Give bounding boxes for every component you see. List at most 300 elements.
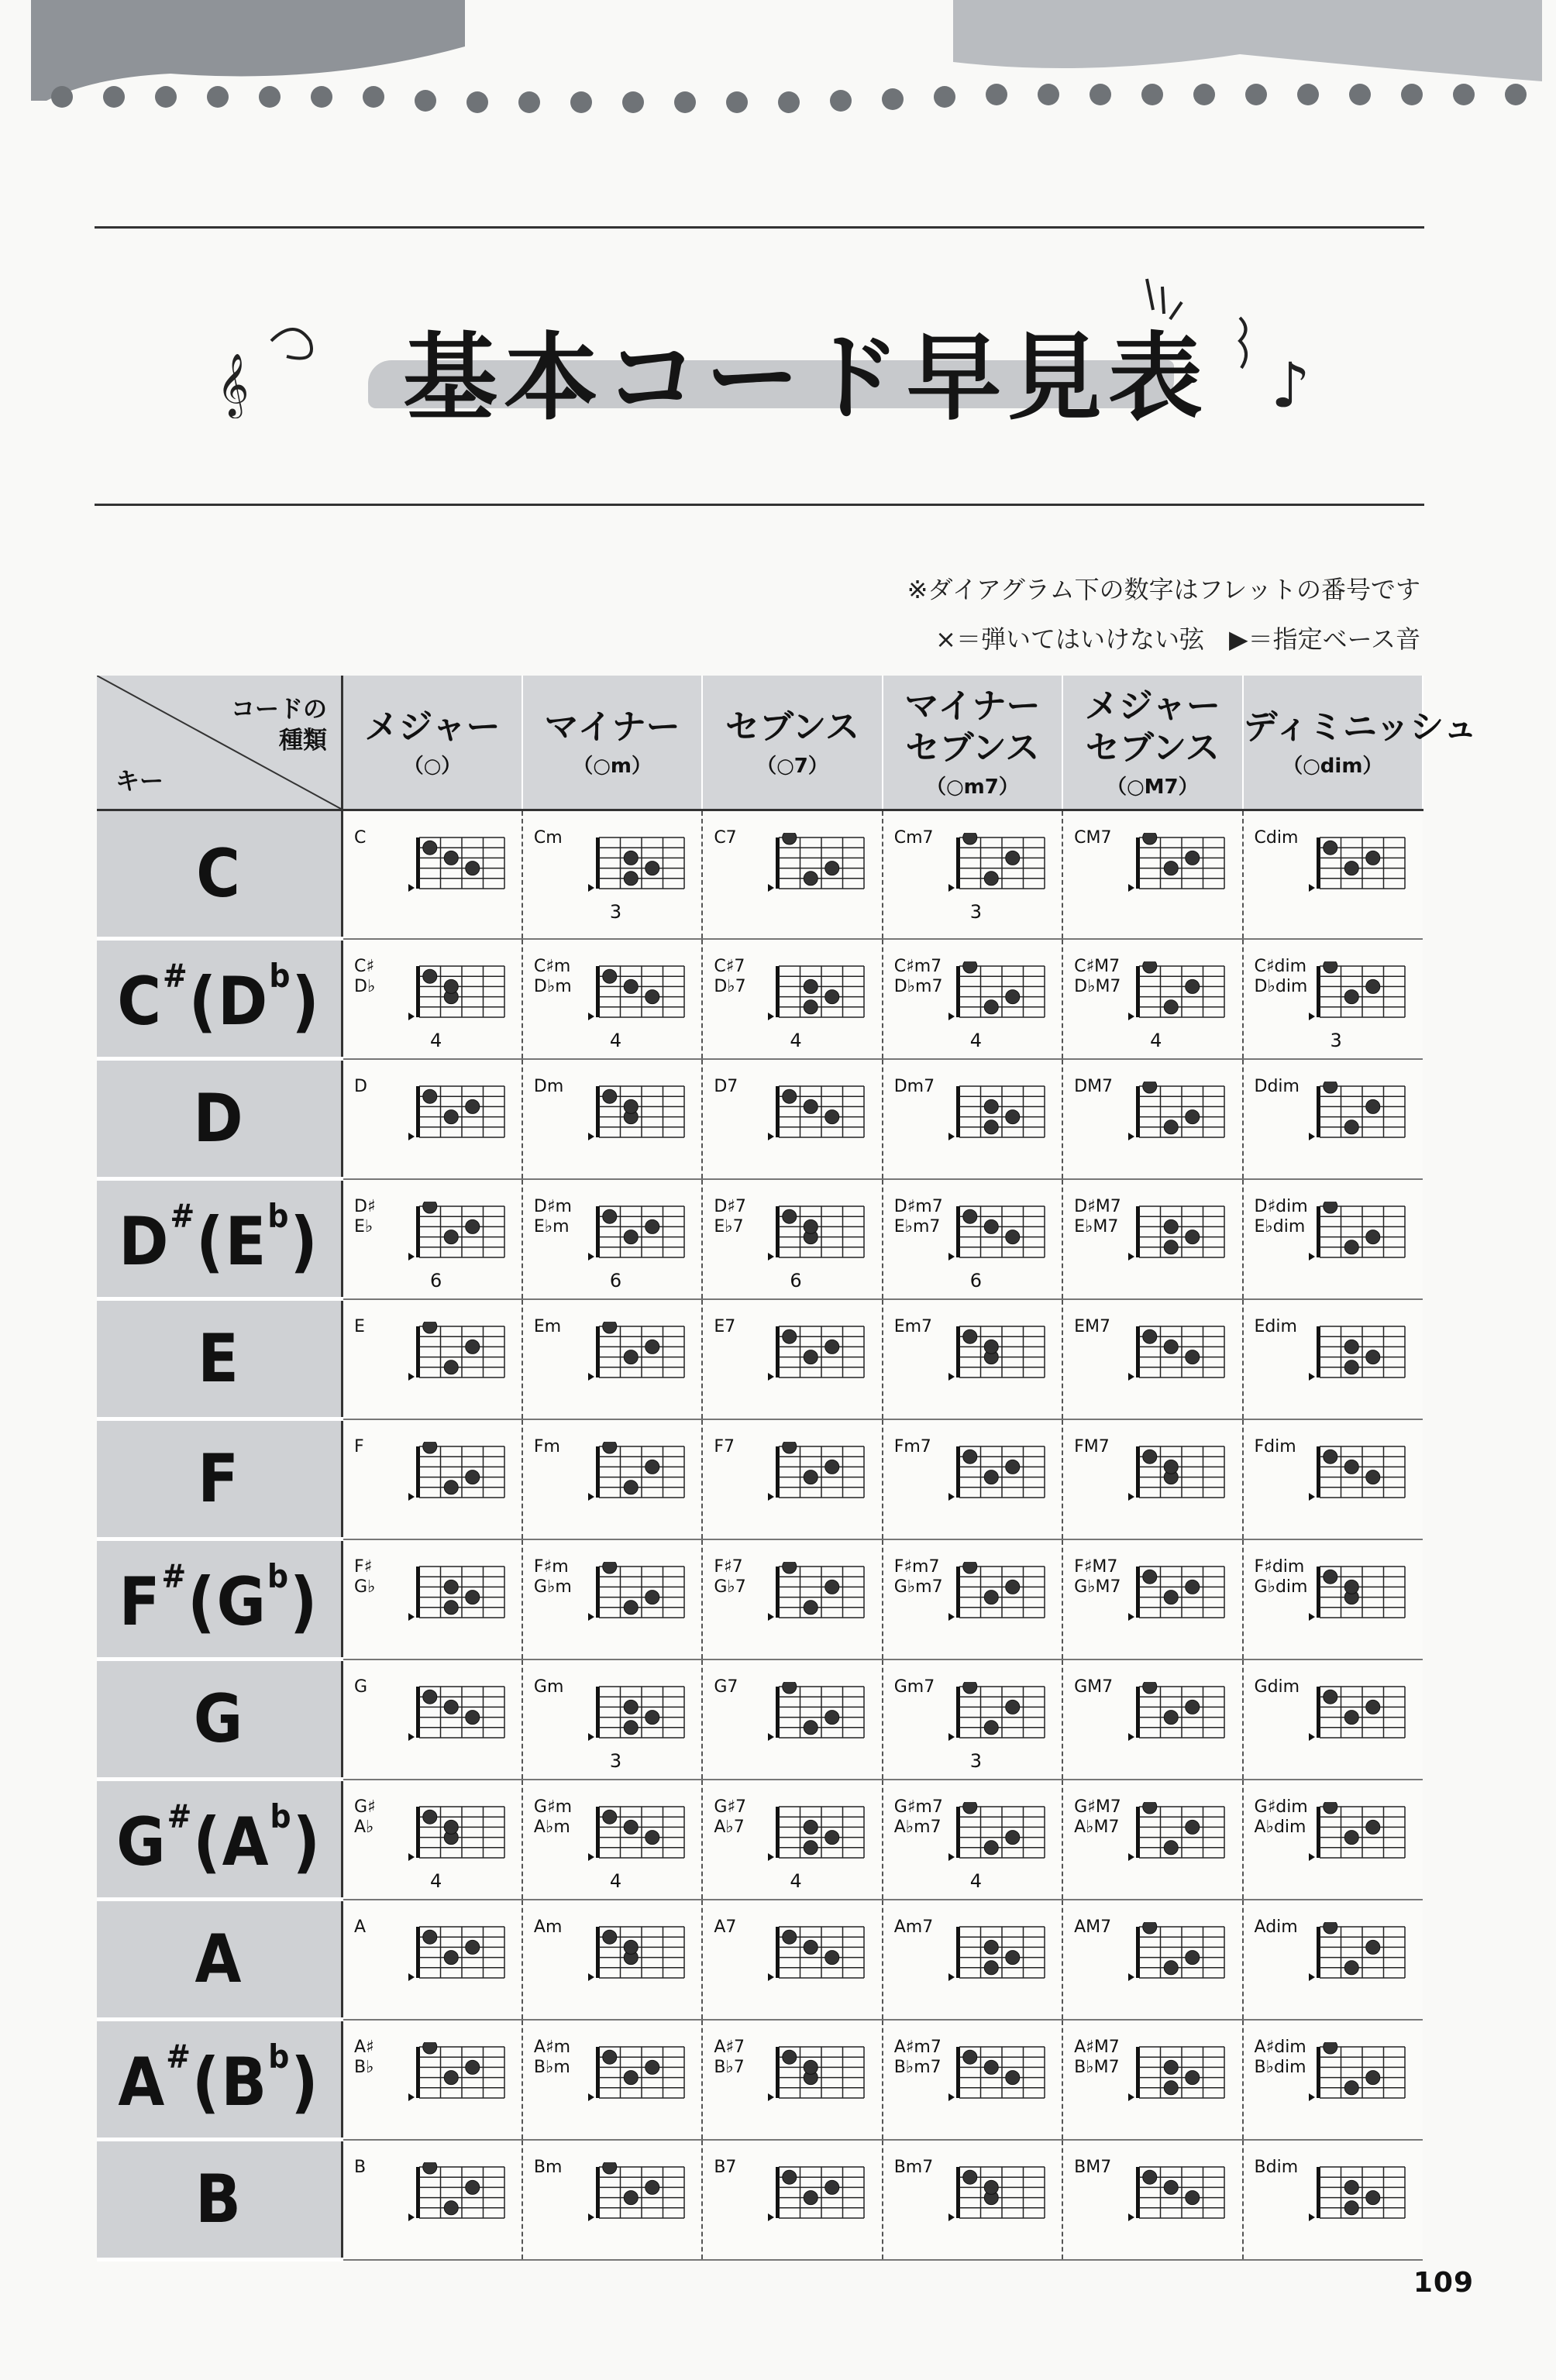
key-label: $D^{\#}(E^b)$ <box>119 1197 319 1281</box>
chord-cell <box>522 1179 702 1299</box>
fretboard-diagram <box>947 1802 1048 1872</box>
chord-name: G♯ A♭ <box>354 1797 376 1837</box>
chart-row <box>97 1419 1423 1539</box>
chord-name: Am <box>533 1917 563 1937</box>
chart-row <box>97 2020 1423 2140</box>
fretboard-diagram <box>1127 1322 1227 1391</box>
fretboard-diagram <box>587 2042 687 2112</box>
fretboard-diagram <box>587 961 687 1031</box>
chord-cell <box>702 1539 882 1659</box>
chord-name: A♯m7 B♭m7 <box>893 2037 942 2077</box>
fretboard-diagram <box>766 2162 867 2232</box>
fretboard-diagram <box>407 2042 508 2112</box>
fret-number: 6 <box>790 1269 802 1291</box>
chord-name: D♯m7 E♭m7 <box>893 1196 943 1236</box>
chord-cell <box>522 2020 702 2140</box>
fretboard-diagram <box>587 833 687 903</box>
column-symbol: （○dim） <box>1282 754 1383 778</box>
fret-number: 6 <box>969 1269 982 1291</box>
fret-number: 4 <box>430 1869 442 1892</box>
chord-name: C♯m7 D♭m7 <box>893 956 943 996</box>
chord-name: G <box>354 1677 368 1697</box>
column-header <box>343 676 522 810</box>
chord-name: A♯m B♭m <box>533 2037 571 2077</box>
chord-name: Em7 <box>893 1316 933 1336</box>
chord-cell <box>343 2020 522 2140</box>
key-label: G <box>193 1680 245 1758</box>
fretboard-diagram <box>407 833 508 903</box>
chord-cell <box>1062 1539 1242 1659</box>
treble-clef-icon <box>209 310 364 418</box>
chord-cell <box>343 1059 522 1179</box>
chord-name: F♯ G♭ <box>354 1556 376 1597</box>
fretboard-diagram <box>1127 1562 1227 1632</box>
chord-cell <box>883 1539 1062 1659</box>
chord-cell <box>1062 1780 1242 1900</box>
chord-name: A♯dim B♭dim <box>1254 2037 1306 2077</box>
chord-cell <box>522 2140 702 2260</box>
chord-cell <box>883 1659 1062 1780</box>
key-cell <box>97 1900 343 2020</box>
chord-cell <box>883 1419 1062 1539</box>
svg-text:♪: ♪ <box>1271 349 1311 421</box>
chord-name: C7 <box>714 828 737 848</box>
notebook-edge-decoration <box>0 0 1556 116</box>
column-header <box>702 676 882 810</box>
fretboard-diagram <box>766 1082 867 1151</box>
chart-row <box>97 1539 1423 1659</box>
fretboard-diagram <box>947 1922 1048 1992</box>
chord-name: A <box>354 1917 367 1937</box>
fretboard-diagram <box>1127 1442 1227 1512</box>
chord-cell <box>702 810 882 939</box>
fretboard-diagram <box>947 833 1048 903</box>
chord-cell <box>1062 810 1242 939</box>
chord-name: C♯dim D♭dim <box>1254 956 1308 996</box>
fretboard-diagram <box>587 1922 687 1992</box>
fretboard-diagram <box>766 1682 867 1752</box>
fret-number: 4 <box>790 1869 802 1892</box>
fretboard-diagram <box>407 1322 508 1391</box>
key-label: $A^{\#}(B^b)$ <box>118 2038 320 2121</box>
chord-cell <box>1243 1539 1423 1659</box>
corner-chord-type-label: コードの 種類 <box>231 696 327 755</box>
key-label: D <box>193 1080 245 1157</box>
chord-cell <box>1062 939 1242 1059</box>
chord-name: BM7 <box>1074 2157 1112 2177</box>
chord-cell <box>883 2140 1062 2260</box>
chord-cell <box>702 2020 882 2140</box>
chord-cell <box>522 1299 702 1419</box>
chord-cell <box>343 2140 522 2260</box>
svg-text:𝄞: 𝄞 <box>217 353 250 416</box>
fretboard-diagram <box>1307 1442 1408 1512</box>
chord-name: GM7 <box>1074 1677 1114 1697</box>
chord-name: B7 <box>714 2157 737 2177</box>
fret-number: 4 <box>609 1869 622 1892</box>
chord-cell <box>702 1900 882 2020</box>
fretboard-diagram <box>1127 1922 1227 1992</box>
chart-row <box>97 1659 1423 1780</box>
chord-cell <box>702 1299 882 1419</box>
fretboard-diagram <box>1307 1802 1408 1872</box>
chord-name: G♯m7 A♭m7 <box>893 1797 943 1837</box>
note-symbols-legend: ×＝弾いてはいけない弦 ▶＝指定ベース音 <box>935 624 1420 654</box>
chord-name: CM7 <box>1074 828 1112 848</box>
fretboard-diagram <box>947 1442 1048 1512</box>
key-label: $C^{\#}(D^b)$ <box>117 957 321 1040</box>
fretboard-diagram <box>587 1682 687 1752</box>
fretboard-diagram <box>407 1802 508 1872</box>
column-header <box>522 676 702 810</box>
chord-cell <box>1062 1659 1242 1780</box>
fretboard-diagram <box>587 1322 687 1391</box>
chord-name: DM7 <box>1074 1076 1114 1096</box>
chord-cell <box>343 1780 522 1900</box>
chord-name: G7 <box>714 1677 738 1697</box>
fretboard-diagram <box>766 1202 867 1271</box>
chord-cell <box>522 1780 702 1900</box>
fretboard-diagram <box>947 961 1048 1031</box>
fret-number: 3 <box>969 901 982 923</box>
chart-row <box>97 1179 1423 1299</box>
chord-cell <box>343 939 522 1059</box>
fretboard-diagram <box>947 1682 1048 1752</box>
chord-cell <box>883 939 1062 1059</box>
key-cell <box>97 939 343 1059</box>
key-label: C <box>196 835 242 913</box>
fret-number: 4 <box>969 1029 982 1051</box>
chart-row <box>97 1900 1423 2020</box>
chord-name: B <box>354 2157 367 2177</box>
column-name: メジャー セブンス <box>1084 686 1220 768</box>
key-cell <box>97 1659 343 1780</box>
column-header <box>883 676 1062 810</box>
fretboard-diagram <box>766 1562 867 1632</box>
chord-cell <box>702 1659 882 1780</box>
chord-name: Gm <box>533 1677 564 1697</box>
column-symbol: （○） <box>403 754 462 778</box>
page-number: 109 <box>1413 2267 1474 2299</box>
fretboard-diagram <box>587 1082 687 1151</box>
chord-chart-table <box>97 676 1478 2261</box>
chord-name: Bm <box>533 2157 563 2177</box>
chord-cell <box>1243 2140 1423 2260</box>
chord-cell <box>1243 1659 1423 1780</box>
column-name: マイナー <box>544 707 680 747</box>
chord-cell <box>1243 1059 1423 1179</box>
fretboard-diagram <box>947 2162 1048 2232</box>
chart-row <box>97 939 1423 1059</box>
column-header <box>1243 676 1478 810</box>
fretboard-diagram <box>947 1202 1048 1271</box>
chord-cell <box>1062 2140 1242 2260</box>
fret-number: 4 <box>609 1029 622 1051</box>
key-cell <box>97 1299 343 1419</box>
chord-name: Gm7 <box>893 1677 935 1697</box>
chord-name: Cm7 <box>893 828 934 848</box>
fretboard-diagram <box>587 1802 687 1872</box>
chord-cell <box>1062 1419 1242 1539</box>
chord-name: D <box>354 1076 367 1096</box>
fretboard-diagram <box>1127 2042 1227 2112</box>
chord-cell <box>522 939 702 1059</box>
fretboard-diagram <box>947 1562 1048 1632</box>
chord-cell <box>702 939 882 1059</box>
chord-cell <box>522 1900 702 2020</box>
fretboard-diagram <box>587 1202 687 1271</box>
fretboard-diagram <box>766 961 867 1031</box>
fretboard-diagram <box>766 1442 867 1512</box>
fret-number: 4 <box>969 1869 982 1892</box>
column-symbol: （○7） <box>756 754 828 778</box>
chord-name: D7 <box>714 1076 738 1096</box>
column-symbol: （○m） <box>573 754 652 778</box>
page-title: 基本コード早見表 <box>403 323 1209 433</box>
key-cell <box>97 1539 343 1659</box>
chord-cell <box>883 1299 1062 1419</box>
fretboard-diagram <box>407 1082 508 1151</box>
key-cell <box>97 1780 343 1900</box>
chord-name: C♯M7 D♭M7 <box>1074 956 1121 996</box>
chord-name: D♯m E♭m <box>533 1196 572 1236</box>
chord-name: Bm7 <box>893 2157 934 2177</box>
column-name: ディミニッシュ <box>1243 707 1478 747</box>
fretboard-diagram <box>766 833 867 903</box>
fretboard-diagram <box>587 2162 687 2232</box>
chord-name: Cdim <box>1254 828 1299 848</box>
chord-name: F♯m7 G♭m7 <box>893 1556 943 1597</box>
fret-number: 4 <box>790 1029 802 1051</box>
chord-cell <box>1243 2020 1423 2140</box>
chord-cell <box>1243 939 1423 1059</box>
key-label: $F^{\#}(G^b)$ <box>119 1557 319 1641</box>
chord-cell <box>522 1539 702 1659</box>
chord-cell <box>702 2140 882 2260</box>
column-symbol: （○M7） <box>1107 775 1199 799</box>
fret-number: 3 <box>609 1749 622 1772</box>
key-label: E <box>198 1320 240 1398</box>
chord-name: C <box>354 828 367 848</box>
key-cell <box>97 2140 343 2260</box>
chord-cell <box>1243 1419 1423 1539</box>
fretboard-diagram <box>587 1442 687 1512</box>
fretboard-diagram <box>1307 2042 1408 2112</box>
chord-cell <box>343 810 522 939</box>
fretboard-diagram <box>407 1442 508 1512</box>
chord-cell <box>1243 1780 1423 1900</box>
chord-cell <box>883 810 1062 939</box>
chord-cell <box>1243 1900 1423 2020</box>
music-note-icon <box>1116 271 1348 426</box>
chord-cell <box>883 1780 1062 1900</box>
key-cell <box>97 1059 343 1179</box>
chord-cell <box>343 1900 522 2020</box>
key-label: F <box>198 1440 240 1518</box>
chord-cell <box>883 1900 1062 2020</box>
column-name: マイナー セブンス <box>904 686 1041 768</box>
fretboard-diagram <box>1127 1802 1227 1872</box>
chord-cell <box>1062 1179 1242 1299</box>
chord-name: E7 <box>714 1316 736 1336</box>
corner-header <box>97 676 343 810</box>
chord-name: G♯7 A♭7 <box>714 1797 747 1837</box>
chord-name: G♯m A♭m <box>533 1797 573 1837</box>
chord-cell <box>522 1059 702 1179</box>
chord-cell <box>1243 1179 1423 1299</box>
chord-cell <box>702 1179 882 1299</box>
chord-name: F7 <box>714 1436 735 1457</box>
note-fret-number: ※ダイアグラム下の数字はフレットの番号です <box>907 575 1420 604</box>
fretboard-diagram <box>407 2162 508 2232</box>
chord-name: Adim <box>1254 1917 1298 1937</box>
fret-number: 4 <box>1150 1029 1162 1051</box>
chart-row <box>97 810 1423 939</box>
fretboard-diagram <box>766 1802 867 1872</box>
fretboard-diagram <box>407 961 508 1031</box>
chord-name: F♯m G♭m <box>533 1556 572 1597</box>
chord-name: FM7 <box>1074 1436 1110 1457</box>
key-label: B <box>195 2161 243 2238</box>
key-cell <box>97 1179 343 1299</box>
chord-name: AM7 <box>1074 1917 1112 1937</box>
chord-name: Gdim <box>1254 1677 1300 1697</box>
key-cell <box>97 1419 343 1539</box>
chord-name: C♯ D♭ <box>354 956 376 996</box>
chord-cell <box>883 2020 1062 2140</box>
key-label: A <box>194 1921 243 1998</box>
chord-name: C♯7 D♭7 <box>714 956 746 996</box>
chord-name: Bdim <box>1254 2157 1299 2177</box>
fret-number: 4 <box>430 1029 442 1051</box>
chord-cell <box>702 1780 882 1900</box>
fret-number: 3 <box>1330 1029 1342 1051</box>
chord-name: C♯m D♭m <box>533 956 572 996</box>
fretboard-diagram <box>587 1562 687 1632</box>
chord-cell <box>343 1539 522 1659</box>
fretboard-diagram <box>1127 1202 1227 1271</box>
chord-name: D♯ E♭ <box>354 1196 376 1236</box>
fretboard-diagram <box>947 1082 1048 1151</box>
column-name: メジャー <box>364 707 501 747</box>
chord-name: D♯dim E♭dim <box>1254 1196 1308 1236</box>
fret-number: 3 <box>609 901 622 923</box>
key-label: $G^{\#}(A^b)$ <box>116 1797 322 1881</box>
fretboard-diagram <box>1307 1082 1408 1151</box>
fret-number: 3 <box>969 1749 982 1772</box>
fretboard-diagram <box>947 2042 1048 2112</box>
key-cell <box>97 2020 343 2140</box>
chord-cell <box>522 1659 702 1780</box>
fretboard-diagram <box>1307 1322 1408 1391</box>
chord-cell <box>343 1659 522 1780</box>
chord-cell <box>1243 1299 1423 1419</box>
fretboard-diagram <box>1307 1682 1408 1752</box>
chord-cell <box>343 1179 522 1299</box>
fretboard-diagram <box>407 1202 508 1271</box>
chord-cell <box>343 1299 522 1419</box>
chord-name: F♯M7 G♭M7 <box>1074 1556 1121 1597</box>
chord-name: G♯dim A♭dim <box>1254 1797 1308 1837</box>
chord-cell <box>883 1179 1062 1299</box>
fretboard-diagram <box>407 1562 508 1632</box>
chord-name: E <box>354 1316 365 1336</box>
chart-row <box>97 1299 1423 1419</box>
chord-name: G♯M7 A♭M7 <box>1074 1797 1121 1837</box>
fretboard-diagram <box>1127 961 1227 1031</box>
column-name: セブンス <box>725 707 859 747</box>
chord-cell <box>1062 1299 1242 1419</box>
fretboard-diagram <box>766 1322 867 1391</box>
chord-cell <box>702 1419 882 1539</box>
fretboard-diagram <box>1307 833 1408 903</box>
column-symbol: （○m7） <box>925 775 1019 799</box>
chord-name: A♯7 B♭7 <box>714 2037 745 2077</box>
fretboard-diagram <box>407 1682 508 1752</box>
chord-cell <box>343 1419 522 1539</box>
chart-body <box>97 810 1423 2260</box>
chord-name: Fdim <box>1254 1436 1296 1457</box>
chart-row <box>97 1059 1423 1179</box>
top-rule <box>95 226 1424 229</box>
chord-name: Am7 <box>893 1917 934 1937</box>
fretboard-diagram <box>766 1922 867 1992</box>
chord-name: F <box>354 1436 364 1457</box>
fret-number: 6 <box>609 1269 622 1291</box>
fretboard-diagram <box>1307 1562 1408 1632</box>
fretboard-diagram <box>1307 961 1408 1031</box>
chord-name: D♯M7 E♭M7 <box>1074 1196 1121 1236</box>
chart-row <box>97 2140 1423 2260</box>
chord-name: Em <box>533 1316 562 1336</box>
fretboard-diagram <box>947 1322 1048 1391</box>
chord-name: D♯7 E♭7 <box>714 1196 746 1236</box>
chord-cell <box>1062 1900 1242 2020</box>
chord-cell <box>522 1419 702 1539</box>
chord-cell <box>1243 810 1423 939</box>
chord-name: Dm <box>533 1076 564 1096</box>
chord-cell <box>702 1059 882 1179</box>
chord-cell <box>1062 1059 1242 1179</box>
chord-name: Ddim <box>1254 1076 1300 1096</box>
chord-name: A♯M7 B♭M7 <box>1074 2037 1120 2077</box>
chord-name: A♯ B♭ <box>354 2037 374 2077</box>
chord-name: A7 <box>714 1917 737 1937</box>
chart-row <box>97 1780 1423 1900</box>
fretboard-diagram <box>1127 833 1227 903</box>
fret-number: 6 <box>430 1269 442 1291</box>
chord-name: EM7 <box>1074 1316 1111 1336</box>
chord-name: Dm7 <box>893 1076 935 1096</box>
chart-header-row <box>97 676 1423 810</box>
title-area <box>0 279 1556 434</box>
chord-name: F♯7 G♭7 <box>714 1556 746 1597</box>
fretboard-diagram <box>1127 2162 1227 2232</box>
column-header <box>1062 676 1242 810</box>
fretboard-diagram <box>407 1922 508 1992</box>
fretboard-diagram <box>1307 2162 1408 2232</box>
corner-key-label: キー <box>115 768 164 796</box>
chord-cell <box>1062 2020 1242 2140</box>
chord-name: Fm7 <box>893 1436 931 1457</box>
chord-name: Edim <box>1254 1316 1297 1336</box>
fretboard-diagram <box>1307 1922 1408 1992</box>
title-bottom-rule <box>95 504 1424 506</box>
chord-cell <box>522 810 702 939</box>
fretboard-diagram <box>1307 1202 1408 1271</box>
key-cell <box>97 810 343 939</box>
chord-name: Fm <box>533 1436 560 1457</box>
